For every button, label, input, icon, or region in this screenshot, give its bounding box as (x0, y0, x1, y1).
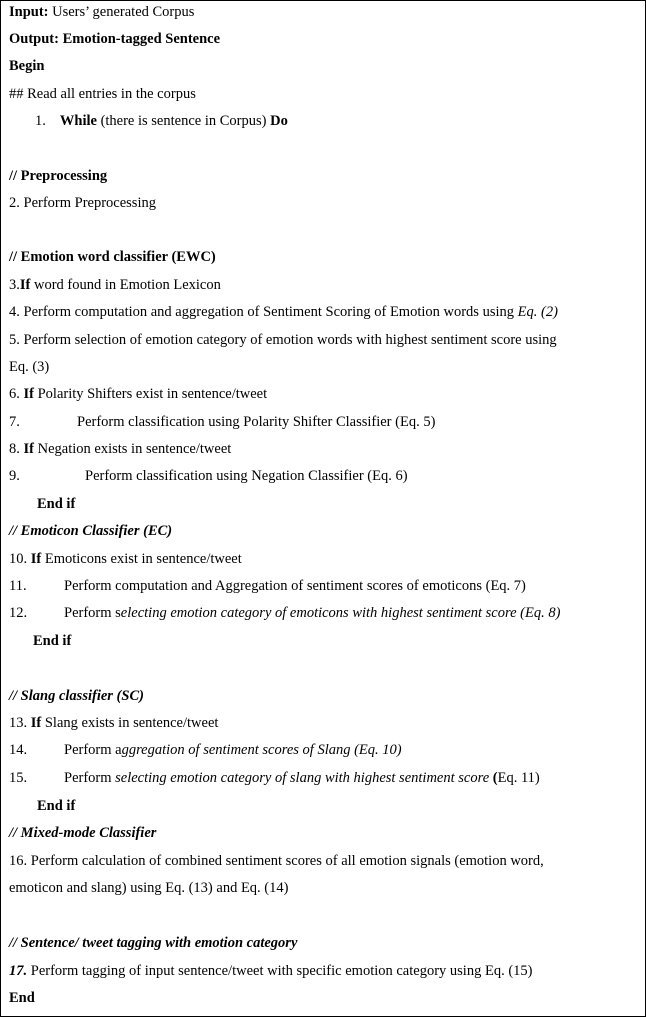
step-10 (9, 550, 242, 568)
end-keyword: End (9, 990, 35, 1006)
step-16-line2: emoticon and slang) using Eq. (13) and Eq. (14) (9, 880, 289, 896)
step-3-if: If (19, 277, 31, 293)
step-11-text: Perform computation and Aggregation of sentiment scores of emoticons (Eq. 7) (64, 578, 526, 594)
step-13-num: 13. (9, 715, 31, 731)
step-15-b: selecting emotion category of slang with highest sentiment score (115, 770, 490, 786)
step-4-eq: Eq. (2) (517, 304, 558, 320)
step-1-num: 1. (35, 113, 46, 129)
step-5-line2: Eq. (3) (9, 359, 50, 375)
step-16-line1: 16. Perform calculation of combined sentiment scores of all emotion signals (emotion word, (9, 853, 544, 869)
step-15-text (64, 769, 540, 787)
output-line: Output: Emotion-tagged Sentence (9, 31, 221, 47)
while-keyword: While (59, 113, 97, 129)
step-13-if: If (30, 715, 42, 731)
section-ec: // Emoticon Classifier (EC) (9, 523, 173, 539)
step-7-text: Perform classification using Polarity Shifter Classifier (Eq. 5) (77, 414, 436, 430)
section-sc: // Slang classifier (SC) (9, 688, 144, 704)
section-ewc: // Emotion word classifier (EWC) (9, 249, 216, 265)
end-if-1: End if (37, 496, 76, 512)
step-15-num: 15. (9, 770, 28, 786)
step-3-text: word found in Emotion Lexicon (30, 277, 221, 293)
step-12-text (64, 604, 560, 622)
step-6-if: If (23, 386, 34, 402)
step-3 (9, 276, 221, 294)
step-4-text: 4. Perform computation and aggregation of Sentiment Scoring of Emotion words using (9, 304, 518, 320)
step-6-text: Polarity Shifters exist in sentence/tweet (33, 386, 268, 402)
step-8-text: Negation exists in sentence/tweet (33, 441, 232, 457)
step-14-b: ggregation of sentiment scores of Slang (Eq. 10) (121, 742, 402, 758)
step-4 (9, 303, 558, 321)
section-mixed-mode: // Mixed-mode Classifier (9, 825, 157, 841)
step-10-num: 10. (9, 551, 31, 567)
step-13 (9, 714, 218, 732)
step-9-num: 9. (9, 468, 20, 484)
input-line (9, 3, 194, 21)
step-17-text: Perform tagging of input sentence/tweet with specific emotion category using Eq. (15) (27, 963, 533, 979)
step-15-c: ( (489, 770, 498, 786)
step-12-a: Perform s (64, 605, 121, 621)
step-14-a: Perform a (64, 742, 122, 758)
end-if-2: End if (33, 633, 72, 649)
begin-keyword: Begin (9, 58, 45, 74)
input-text: Users’ generated Corpus (48, 4, 195, 20)
section-preprocessing: // Preprocessing (9, 168, 108, 184)
step-12-b: electing emotion category of emoticons with highest sentiment score (Eq. 8) (120, 605, 561, 621)
input-label: Input: (9, 4, 49, 20)
step-8 (9, 440, 231, 458)
step-1 (35, 112, 288, 130)
step-6-num: 6. (9, 386, 24, 402)
step-8-if: If (23, 441, 34, 457)
step-7-num: 7. (9, 414, 20, 430)
comment-read: ## Read all entries in the corpus (9, 86, 196, 102)
step-1-text: (there is sentence in Corpus) (96, 113, 271, 129)
step-10-if: If (30, 551, 42, 567)
step-17 (9, 962, 532, 980)
step-13-text: Slang exists in sentence/tweet (41, 715, 219, 731)
step-15-d: Eq. 11) (497, 770, 540, 786)
section-tagging: // Sentence/ tweet tagging with emotion category (9, 935, 298, 951)
step-10-text: Emoticons exist in sentence/tweet (41, 551, 242, 567)
step-15-a: Perform (64, 770, 116, 786)
step-12-num: 12. (9, 605, 28, 621)
step-6 (9, 385, 267, 403)
step-3-num: 3. (9, 277, 20, 293)
do-keyword: Do (270, 113, 288, 129)
step-5-line1: 5. Perform selection of emotion category of emotion words with highest sentiment score using (9, 332, 557, 348)
step-17-num: 17. (9, 963, 28, 979)
step-8-num: 8. (9, 441, 24, 457)
step-9-text: Perform classification using Negation Classifier (Eq. 6) (85, 468, 408, 484)
end-if-3: End if (37, 798, 76, 814)
step-14-num: 14. (9, 742, 28, 758)
step-11-num: 11. (9, 578, 27, 594)
step-14-text (64, 741, 402, 759)
step-2: 2. Perform Preprocessing (9, 195, 156, 211)
